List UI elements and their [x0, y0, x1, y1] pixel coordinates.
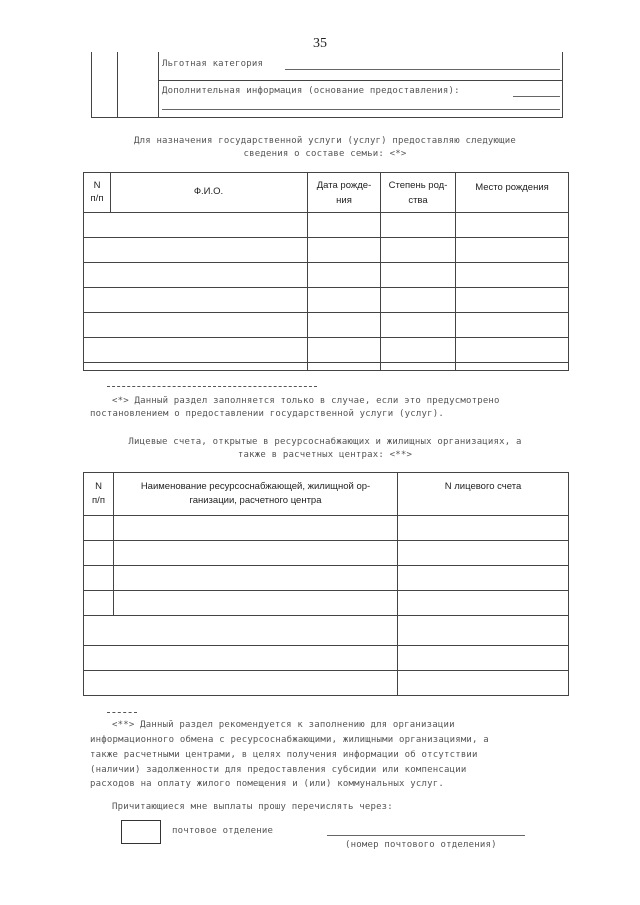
footnote1-line2: постановлением о предоставлении государственной услуги (услуг). — [90, 409, 444, 419]
additional-info-field[interactable] — [513, 96, 560, 97]
payment-line: Причитающиеся мне выплаты прошу перечислять через: — [112, 802, 393, 812]
footnote2-line4: (наличии) задолженности для предоставления субсидии или компенсации — [90, 765, 467, 775]
page-number: 35 — [313, 36, 327, 51]
family-intro-line1: Для назначения государственной услуги (услуг) предоставляю следующие — [133, 136, 517, 146]
footnote2-line5: расходов на оплату жилого помещения и (или) коммунальных услуг. — [90, 779, 444, 789]
form-border-inner — [117, 52, 118, 117]
family-th-birthdate-line1: Дата рожде- — [316, 180, 372, 191]
footnote1-line1: <*> Данный раздел заполняется только в случае, если это предусмотрено — [112, 396, 500, 406]
footnote-separator — [107, 386, 317, 387]
form-border-right — [562, 52, 563, 117]
form-bottom-line — [91, 117, 563, 118]
additional-info-label: Дополнительная информация (основание предоставления): — [162, 86, 460, 96]
accounts-th-account: N лицевого счета — [444, 481, 522, 492]
additional-info-field-2[interactable] — [162, 109, 560, 110]
family-th-num-line2: п/п — [90, 193, 104, 204]
form-border-left — [91, 52, 92, 117]
form-middle-line — [158, 80, 562, 81]
top-form-fragment — [0, 0, 640, 120]
family-th-relation-line2: ства — [408, 195, 428, 206]
accounts-th-num-line1: N — [95, 481, 102, 492]
accounts-intro-line1: Лицевые счета, открытые в ресурсоснабжающих и жилищных организациях, а — [128, 437, 522, 447]
family-th-birthplace: Место рождения — [475, 182, 549, 193]
preferential-category-field[interactable] — [285, 69, 560, 70]
post-office-caption: (номер почтового отделения) — [345, 840, 497, 850]
form-border-inner2 — [158, 52, 159, 117]
footnote2-line2: информационного обмена с ресурсоснабжающими, жилищными организациями, а — [90, 735, 489, 745]
family-th-relation-line1: Степень род- — [388, 180, 448, 191]
post-office-number-field[interactable] — [327, 835, 525, 836]
preferential-category-label: Льготная категория — [162, 59, 264, 69]
family-th-name: Ф.И.О. — [193, 186, 224, 197]
family-th-num-line1: N — [93, 180, 101, 191]
family-intro-line2: сведения о составе семьи: <*> — [243, 149, 407, 159]
accounts-th-num-line2: п/п — [92, 495, 105, 506]
family-th-birthdate-line2: ния — [336, 195, 352, 206]
accounts-intro-line2: также в расчетных центрах: <**> — [237, 450, 413, 460]
footnote2-line3: также расчетными центрами, в целях получения информации об отсутствии — [90, 750, 478, 760]
post-office-checkbox[interactable] — [121, 820, 161, 844]
accounts-th-org-line2: ганизации, расчетного центра — [189, 495, 322, 506]
footnote2-separator — [107, 712, 137, 713]
post-office-label: почтовое отделение — [172, 826, 274, 836]
accounts-th-org-line1: Наименование ресурсоснабжающей, жилищной ор- — [140, 481, 371, 492]
footnote2-line1: <**> Данный раздел рекомендуется к заполнению для организации — [112, 720, 455, 730]
